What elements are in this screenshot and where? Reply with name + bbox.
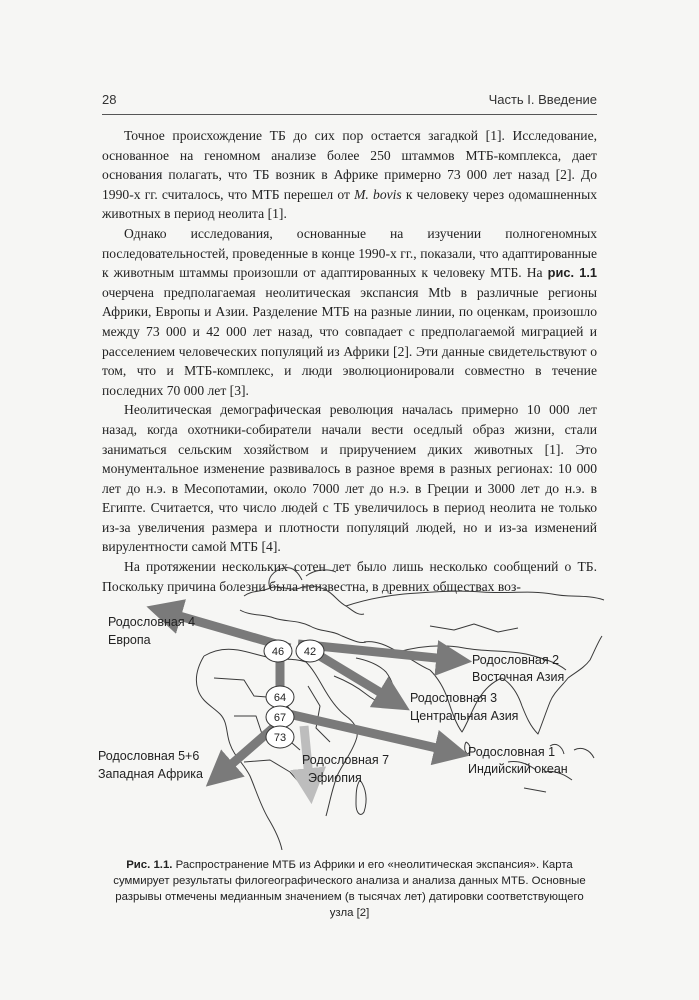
label-lineage-2: Родословная 2 [472, 653, 560, 667]
paragraph-3: Неолитическая демографическая революция началась примерно 10 000 лет назад, когда охотники-собиратели начали вести оседлый образ жизни, стали заниматься сельским хозяйством и приручением диких животных [1]. Это монументальное изменение развивалось в разное время в разных регионах: 10 000 лет до н.э. в Месопотамии, около 7000 лет до н.э. в Греции и 3000 лет до н.э. в Египте. Считается, что число людей с ТБ увеличилось в период неолита не только из-за увеличения размера и плотности популяций людей, но и из-за изменений вирулентности самой МТБ [4]. [102, 402, 597, 555]
label-lineage-7: Родословная 7 [302, 753, 390, 767]
lineage-labels [98, 615, 568, 785]
node-64 [266, 686, 294, 708]
node-42 [296, 640, 324, 662]
caption-label: Рис. 1.1. [126, 859, 173, 871]
body-text [102, 126, 597, 596]
svg-text:64: 64 [273, 692, 287, 704]
map-outline [196, 568, 604, 850]
paragraph-4: На протяжении нескольких сотен лет было лишь несколько сообщений о ТБ. Поскольку причина болезни была неизвестна, в древних обществах воз- [102, 559, 597, 594]
arrow-lineage-3 [310, 650, 396, 702]
node-46 [264, 640, 292, 662]
paragraph-1: Точное происхождение ТБ до сих пор остается загадкой [1]. Исследование, основанное на геномном анализе более 250 штаммов МТБ-комплекса, дает основания полагать, что ТБ возник в Африке примерно 73 000 лет назад [2]. До 1990-х гг. считалось, что МТБ перешел от M. bovis к человеку через одомашненных животных в период неолита [1]. [102, 128, 597, 222]
figure-map [94, 566, 609, 850]
label-lineage-1: Родословная 1 [468, 745, 556, 759]
caption-text: Распространение МТБ из Африки и его «неолитическая экспансия». Карта суммирует результаты филогеографического анализа и анализа данных МТБ. Основные разрывы отмечены медианным значением (в тысячах лет) датировки соответствующего узла [2] [113, 859, 586, 919]
figure-reference: рис. 1.1 [547, 265, 597, 281]
svg-text:42: 42 [303, 646, 317, 658]
paragraph-2: Однако исследования, основанные на изучении полногеномных последовательностей, проведенные в конце 1990-х гг., показали, что адаптированные к животным штаммы произошли от адаптированных к человеку МТБ. На рис. 1.1 очерчена предполагаемая неолитическая экспансия Mtb в различные регионы Африки, Европы и Азии. Разделение МТБ на разные линии, по оценкам, произошло между 73 000 и 42 000 лет назад, что совпадает с предполагаемой миграцией и расселением человеческих популяций из Африки [2]. Эти данные свидетельствуют о том, что и МТБ-комплекс, и люди эволюционировали совместно в течение последних 70 000 лет [3]. [102, 225, 597, 398]
map-svg [94, 566, 609, 850]
label-lineage-5-6: Родословная 5+6 [98, 749, 200, 763]
page-header [102, 92, 597, 114]
label-lineage-4: Родословная 4 [108, 615, 196, 629]
svg-text:73: 73 [273, 732, 287, 744]
node-73 [266, 726, 294, 748]
running-head: Часть I. Введение [488, 92, 597, 107]
page-number: 28 [102, 92, 117, 107]
label-lineage-3: Родословная 3 [410, 691, 498, 705]
label-east-asia: Восточная Азия [472, 670, 565, 684]
divergence-nodes [264, 640, 324, 748]
label-ethiopia: Эфиопия [308, 771, 362, 785]
label-west-africa: Западная Африка [98, 767, 204, 781]
figure-caption [102, 857, 597, 921]
label-central-asia: Центральная Азия [410, 709, 519, 723]
header-rule [102, 114, 597, 115]
label-europe: Европа [108, 633, 151, 647]
label-indian-ocean: Индийский океан [468, 762, 568, 776]
node-67 [266, 706, 294, 728]
svg-text:67: 67 [273, 712, 287, 724]
species-name: M. bovis [354, 186, 402, 202]
svg-text:46: 46 [271, 646, 285, 658]
